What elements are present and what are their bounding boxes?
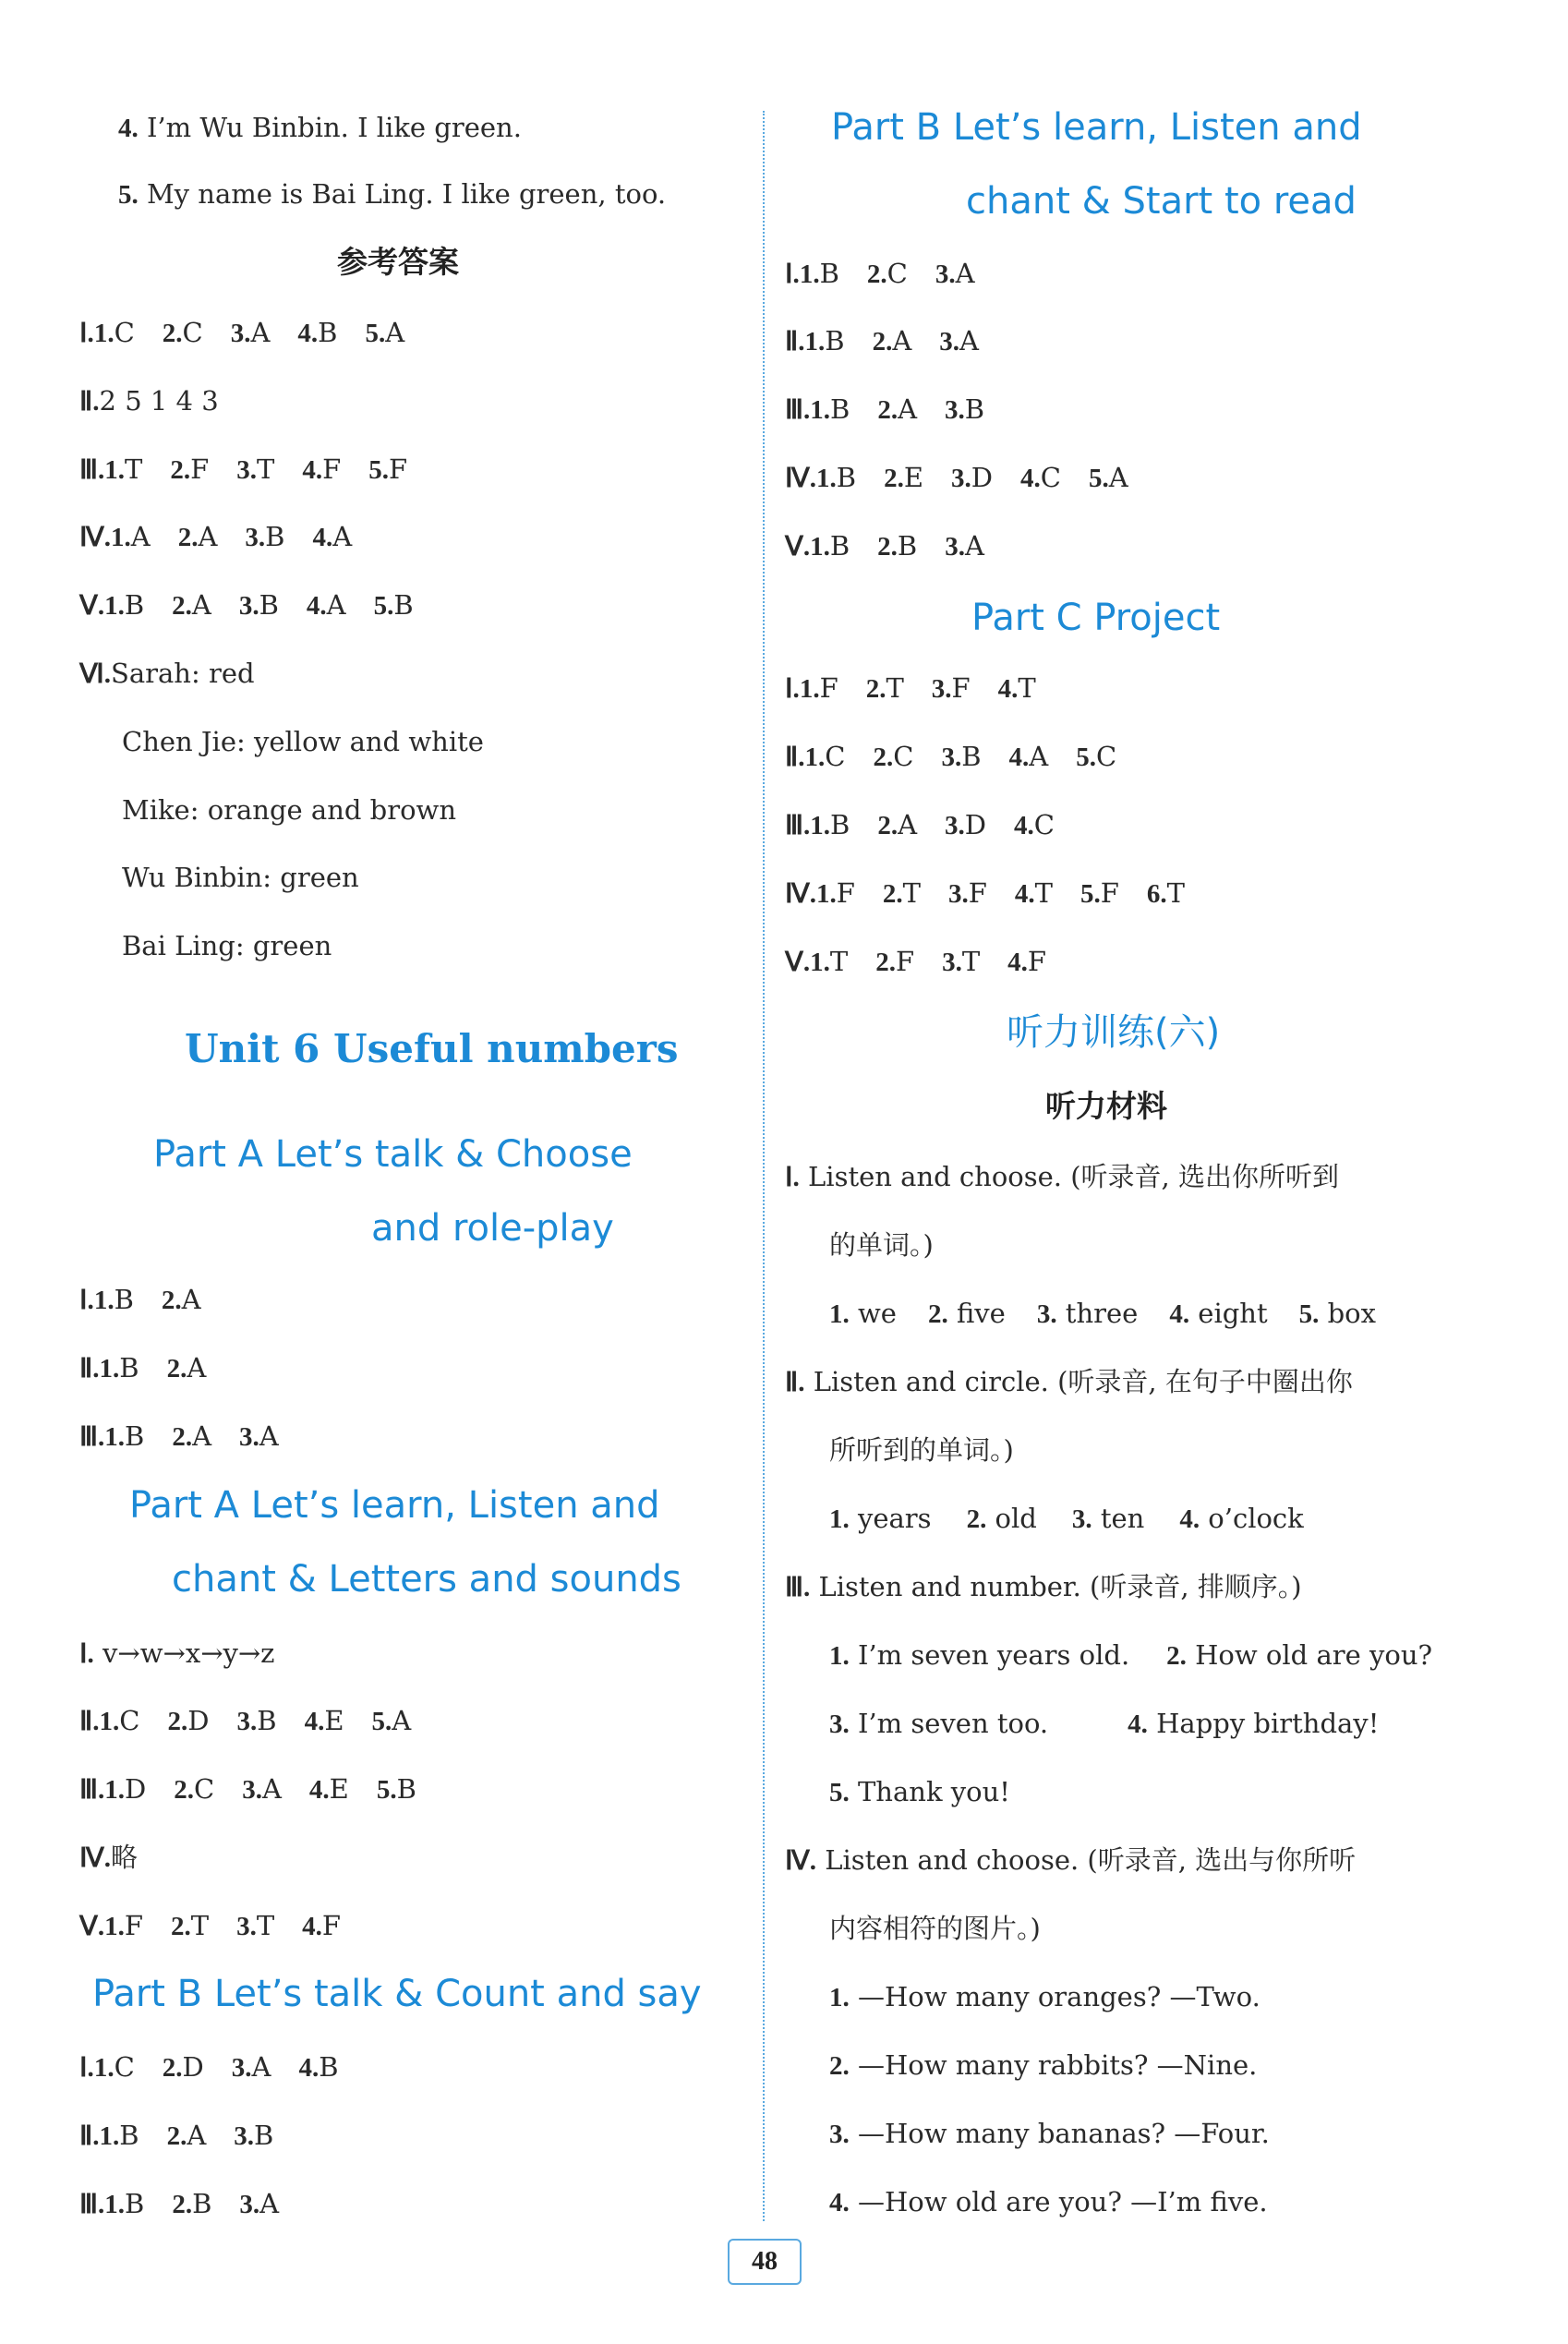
answer-item: 2.E bbox=[884, 462, 923, 493]
answer-item: 3.T bbox=[942, 946, 981, 977]
answer-row bbox=[785, 806, 1082, 844]
answer-item: 5.A bbox=[365, 317, 405, 348]
answer-item: 4.F bbox=[302, 453, 342, 485]
answer-item: 2.A bbox=[177, 521, 218, 552]
dialogue-line: 1. —How many oranges? —Two. bbox=[829, 1981, 1260, 2012]
answer-item: 4.T bbox=[997, 672, 1036, 704]
roman-numeral: Ⅱ. bbox=[785, 327, 805, 356]
column-divider bbox=[763, 111, 765, 2221]
list-item: 4. Happy birthday! bbox=[1128, 1708, 1380, 1739]
answer-row bbox=[79, 2117, 301, 2155]
answer-item: 4.F bbox=[302, 1910, 342, 1941]
answer-item: 1.C bbox=[93, 317, 135, 348]
listening-heading: 听力训练(六) bbox=[1007, 1011, 1221, 1054]
list-item: 5. Thank you! bbox=[829, 1776, 1010, 1807]
roman-numeral: Ⅰ. bbox=[79, 2053, 94, 2083]
section-heading: Part B Let’s learn, Listen and bbox=[831, 106, 1362, 149]
answer-item: 3.B bbox=[945, 393, 985, 425]
answer-item: 4.T bbox=[1014, 877, 1053, 909]
answer-item: 1.B bbox=[810, 393, 850, 425]
answer-item: 2.D bbox=[162, 2051, 204, 2083]
answer-item: 1.F bbox=[799, 672, 838, 704]
answer-item: 2.F bbox=[875, 946, 915, 977]
answers-heading: 参考答案 bbox=[337, 244, 459, 280]
roman-numeral: Ⅰ. bbox=[79, 319, 94, 348]
answer-item: 3.D bbox=[945, 809, 987, 840]
answer-item: 1.F bbox=[104, 1910, 143, 1941]
answer-item: 5.B bbox=[373, 589, 414, 621]
answer-item: 5.F bbox=[1080, 877, 1119, 909]
answer-row bbox=[79, 2185, 307, 2223]
item-row bbox=[829, 1705, 1458, 1743]
answer-item: 2.A bbox=[172, 1420, 212, 1452]
roman-numeral: Ⅱ. bbox=[785, 743, 805, 772]
answer-row: Ⅳ.略 bbox=[79, 1842, 139, 1873]
answer-item: 1.T bbox=[104, 453, 143, 485]
answer-item: 4.A bbox=[306, 589, 346, 621]
answer-row: Bai Ling: green bbox=[122, 930, 332, 961]
answer-item: 5.A bbox=[371, 1705, 412, 1736]
answer-row bbox=[785, 459, 1156, 497]
answer-row bbox=[79, 1702, 439, 1740]
dialogue-line: 4. —How old are you? —I’m five. bbox=[829, 2186, 1268, 2217]
answer-item: 3.T bbox=[236, 453, 275, 485]
answer-row bbox=[79, 314, 432, 352]
answer-item: 3.D bbox=[951, 462, 994, 493]
answer-item: 3.A bbox=[935, 258, 975, 289]
answer-item: 4.C bbox=[1014, 809, 1055, 840]
answer-item: 4.B bbox=[297, 317, 338, 348]
answer-item: 3.F bbox=[947, 877, 987, 909]
answer-item: 3.B bbox=[245, 521, 285, 552]
roman-numeral: Ⅲ. bbox=[79, 1422, 105, 1452]
answer-row: Mike: orange and brown bbox=[122, 794, 457, 826]
listening-line: 4. I’m Wu Binbin. I like green. bbox=[118, 112, 522, 143]
answer-item: 2.D bbox=[167, 1705, 210, 1736]
question-line: Ⅳ. Listen and choose. (听录音, 选出与你所听 bbox=[785, 1844, 1357, 1876]
answer-row bbox=[785, 322, 1007, 360]
answer-item: 1.A bbox=[111, 521, 151, 552]
roman-numeral: Ⅱ. bbox=[79, 1707, 100, 1736]
roman-numeral: Ⅰ. bbox=[785, 260, 800, 289]
answer-item: 1.D bbox=[104, 1773, 147, 1805]
answer-row bbox=[79, 1418, 307, 1456]
answer-row bbox=[785, 670, 1064, 707]
answer-item: 3.A bbox=[230, 317, 271, 348]
answer-item: 3.A bbox=[239, 2188, 280, 2219]
answer-item: 4.A bbox=[312, 521, 353, 552]
answer-item: 2.A bbox=[166, 2120, 207, 2151]
answer-row bbox=[785, 391, 1012, 429]
answer-item: 1.C bbox=[804, 741, 846, 772]
answer-item: 3.A bbox=[231, 2051, 271, 2083]
list-item: 4. eight bbox=[1169, 1298, 1268, 1329]
roman-numeral: Ⅱ. bbox=[79, 1354, 100, 1383]
unit-title: Unit 6 Useful numbers bbox=[185, 1026, 679, 1071]
section-heading: Part B Let’s talk & Count and say bbox=[92, 1973, 702, 2015]
answer-item: 5.F bbox=[368, 453, 408, 485]
roman-numeral: Ⅳ. bbox=[785, 879, 817, 909]
answer-row bbox=[785, 255, 1003, 293]
answer-item: 2.C bbox=[873, 741, 914, 772]
answer-item: 2.T bbox=[170, 1910, 210, 1941]
dialogue-line: 2. —How many rabbits? —Nine. bbox=[829, 2049, 1258, 2081]
roman-numeral: Ⅲ. bbox=[785, 395, 811, 425]
list-item: 4. o’clock bbox=[1179, 1503, 1304, 1534]
answer-row bbox=[79, 1281, 229, 1319]
answer-row bbox=[79, 586, 441, 624]
roman-numeral: Ⅰ. bbox=[79, 1286, 94, 1315]
answer-item: 1.B bbox=[799, 258, 839, 289]
answer-row bbox=[785, 943, 1074, 981]
list-item: 5. box bbox=[1298, 1298, 1376, 1329]
item-row bbox=[829, 1773, 1038, 1811]
answer-row bbox=[79, 518, 380, 556]
roman-numeral: Ⅰ. bbox=[785, 674, 800, 704]
answer-item: 3.A bbox=[939, 325, 979, 356]
answer-item: 2.A bbox=[872, 325, 912, 356]
section-heading: Part A Let’s talk & Choose bbox=[153, 1133, 633, 1176]
list-item: 3. three bbox=[1036, 1298, 1139, 1329]
answer-row: Ⅵ.Sarah: red bbox=[79, 658, 255, 689]
question-line: Ⅱ. Listen and circle. (听录音, 在句子中圈出你 bbox=[785, 1366, 1353, 1397]
answer-item: 1.C bbox=[93, 2051, 135, 2083]
answer-item: 3.B bbox=[234, 2120, 274, 2151]
list-item: 3. ten bbox=[1071, 1503, 1145, 1534]
answer-item: 1.B bbox=[99, 2120, 139, 2151]
answer-item: 2.C bbox=[162, 317, 203, 348]
answer-item: 4.C bbox=[1020, 462, 1061, 493]
answer-item: 1.B bbox=[93, 1284, 134, 1315]
list-item: 1. years bbox=[829, 1503, 932, 1534]
answer-item: 2.F bbox=[170, 453, 210, 485]
answer-item: 2.C bbox=[866, 258, 908, 289]
answer-row: Ⅰ. v→w→x→y→z bbox=[79, 1637, 275, 1669]
answer-item: 4.E bbox=[308, 1773, 349, 1805]
listening-line: 5. My name is Bai Ling. I like green, too. bbox=[118, 178, 667, 210]
answer-item: 1.F bbox=[816, 877, 855, 909]
roman-numeral: Ⅱ. bbox=[79, 2121, 100, 2151]
roman-numeral: Ⅲ. bbox=[79, 455, 105, 485]
section-heading: Part C Project bbox=[971, 597, 1221, 639]
section-heading: chant & Letters and sounds bbox=[172, 1558, 681, 1601]
answer-item: 2.B bbox=[172, 2188, 212, 2219]
answer-item: 5.B bbox=[376, 1773, 416, 1805]
answer-item: 1.B bbox=[99, 1352, 139, 1383]
answer-item: 2.A bbox=[877, 393, 918, 425]
answer-item: 5.A bbox=[1088, 462, 1128, 493]
answer-row bbox=[79, 1349, 234, 1387]
answer-item: 2.A bbox=[161, 1284, 201, 1315]
answer-item: 1.B bbox=[104, 2188, 145, 2219]
answer-row bbox=[785, 527, 1012, 565]
answer-row: Ⅱ.2 5 1 4 3 bbox=[79, 385, 219, 417]
list-item: 2. How old are you? bbox=[1166, 1639, 1433, 1671]
answer-item: 3.B bbox=[238, 589, 279, 621]
answer-item: 1.B bbox=[104, 1420, 145, 1452]
list-item: 1. we bbox=[829, 1298, 897, 1329]
answer-item: 1.C bbox=[99, 1705, 140, 1736]
answer-row: Chen Jie: yellow and white bbox=[122, 726, 484, 757]
question-line: 所听到的单词。) bbox=[829, 1434, 1014, 1466]
list-item: 1. I’m seven years old. bbox=[829, 1639, 1130, 1671]
answer-item: 1.B bbox=[810, 530, 850, 562]
question-line: Ⅲ. Listen and number. (听录音, 排顺序。) bbox=[785, 1571, 1302, 1602]
answer-item: 5.C bbox=[1076, 741, 1117, 772]
roman-numeral: Ⅲ. bbox=[785, 811, 811, 840]
item-row bbox=[829, 1500, 1339, 1538]
answer-item: 6.T bbox=[1146, 877, 1185, 909]
answer-row bbox=[79, 451, 435, 489]
answer-row: Wu Binbin: green bbox=[122, 862, 359, 893]
section-heading: and role-play bbox=[371, 1207, 614, 1250]
question-line: 内容相符的图片。) bbox=[829, 1913, 1041, 1944]
answer-item: 2.C bbox=[174, 1773, 215, 1805]
answer-row bbox=[785, 738, 1144, 776]
section-heading: Part A Let’s learn, Listen and bbox=[129, 1484, 660, 1527]
answer-item: 3.A bbox=[239, 1420, 279, 1452]
answer-row bbox=[79, 1770, 444, 1808]
answer-item: 1.B bbox=[810, 809, 850, 840]
question-line: Ⅰ. Listen and choose. (听录音, 选出你所听到 bbox=[785, 1161, 1339, 1192]
answer-row bbox=[79, 1907, 368, 1945]
dialogue-line: 3. —How many bananas? —Four. bbox=[829, 2118, 1270, 2149]
answer-item: 1.T bbox=[810, 946, 849, 977]
item-row bbox=[829, 1295, 1407, 1333]
answer-item: 2.A bbox=[166, 1352, 207, 1383]
answer-item: 3.F bbox=[931, 672, 971, 704]
list-item: 2. five bbox=[927, 1298, 1006, 1329]
roman-numeral: Ⅴ. bbox=[785, 948, 811, 977]
question-line: 的单词。) bbox=[829, 1229, 934, 1261]
answer-row bbox=[785, 875, 1212, 912]
list-item: 2. old bbox=[966, 1503, 1037, 1534]
roman-numeral: Ⅳ. bbox=[785, 464, 817, 493]
answer-item: 4.F bbox=[1007, 946, 1047, 977]
roman-numeral: Ⅲ. bbox=[79, 2190, 105, 2219]
materials-heading: 听力材料 bbox=[1045, 1088, 1167, 1124]
roman-numeral: Ⅴ. bbox=[79, 591, 105, 621]
answer-item: 2.B bbox=[877, 530, 918, 562]
answer-item: 2.T bbox=[882, 877, 921, 909]
answer-item: 1.B bbox=[104, 589, 145, 621]
answer-item: 2.T bbox=[865, 672, 904, 704]
answer-item: 3.T bbox=[236, 1910, 275, 1941]
answer-item: 2.A bbox=[877, 809, 918, 840]
section-heading: chant & Start to read bbox=[966, 180, 1357, 223]
answer-item: 4.B bbox=[298, 2051, 339, 2083]
answer-item: 4.E bbox=[304, 1705, 344, 1736]
item-row bbox=[829, 1637, 1469, 1674]
answer-row bbox=[79, 2048, 367, 2086]
answer-item: 1.B bbox=[804, 325, 845, 356]
answer-item: 3.B bbox=[941, 741, 982, 772]
roman-numeral: Ⅴ. bbox=[79, 1912, 105, 1941]
answer-item: 3.A bbox=[945, 530, 984, 562]
page-number: 48 bbox=[728, 2239, 802, 2285]
answer-item: 3.A bbox=[242, 1773, 282, 1805]
answer-item: 2.A bbox=[172, 589, 211, 621]
answer-item: 4.A bbox=[1008, 741, 1049, 772]
roman-numeral: Ⅳ. bbox=[79, 523, 112, 552]
roman-numeral: Ⅲ. bbox=[79, 1775, 105, 1805]
roman-numeral: Ⅴ. bbox=[785, 532, 811, 562]
answer-item: 1.B bbox=[816, 462, 857, 493]
list-item: 3. I’m seven too. bbox=[829, 1708, 1049, 1739]
answer-item: 3.B bbox=[236, 1705, 277, 1736]
